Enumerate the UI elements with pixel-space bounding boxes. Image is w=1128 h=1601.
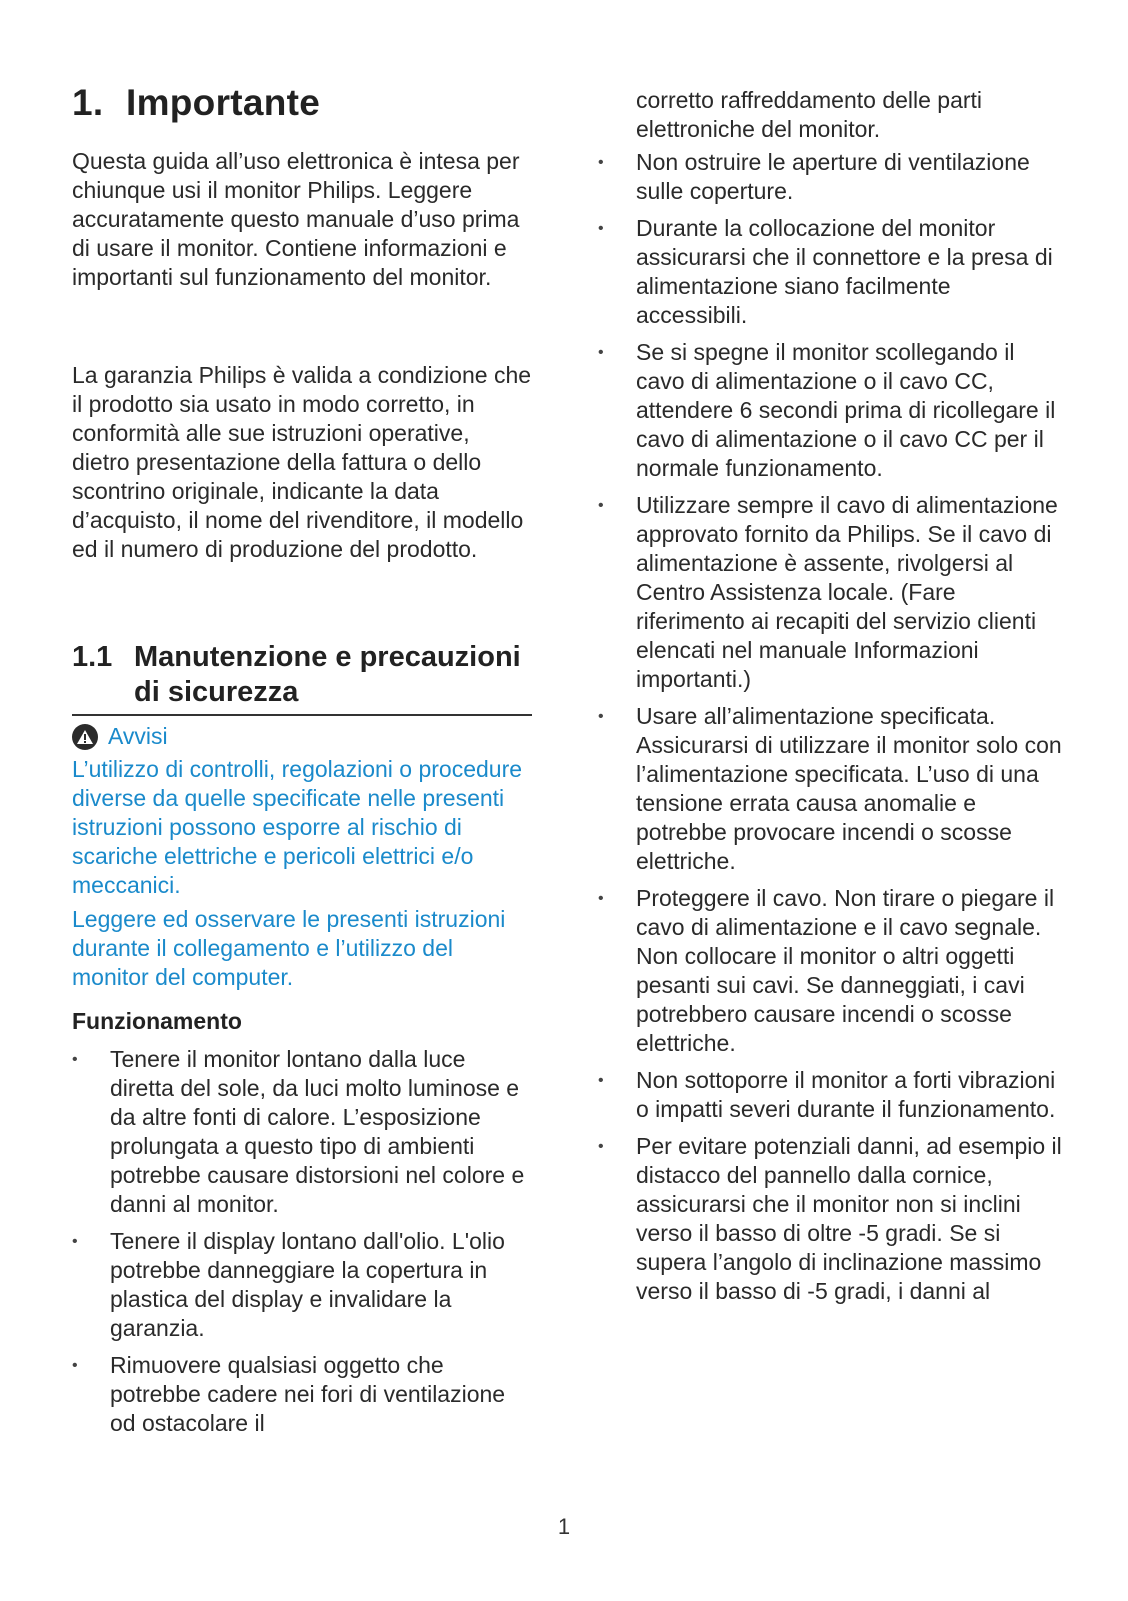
list-item: • Proteggere il cavo. Non tirare o piegare il cavo di alimentazione e il cavo segnale. Non collocare il monitor o altri oggetti pesanti sui cavi. Se danneggiati, i cavi potrebbero causare incendi o scosse elettriche. bbox=[598, 884, 1066, 1058]
chapter-heading bbox=[72, 82, 320, 124]
subsection-title: Funzionamento bbox=[72, 1008, 242, 1034]
list-item: • Non sottoporre il monitor a forti vibrazioni o impatti severi durante il funzionamento. bbox=[598, 1066, 1066, 1124]
continued-text: corretto raffreddamento delle parti elettroniche del monitor. bbox=[636, 87, 983, 142]
warning-icon bbox=[72, 724, 98, 750]
chapter-title: Importante bbox=[126, 82, 321, 123]
list-item: • Non ostruire le aperture di ventilazione sulle coperture. bbox=[598, 148, 1066, 206]
list-item: • Rimuovere qualsiasi oggetto che potrebbe cadere nei fori di ventilazione od ostacolare il bbox=[72, 1351, 532, 1438]
bullet-list-left bbox=[72, 1045, 532, 1446]
list-item: • Se si spegne il monitor scollegando il cavo di alimentazione o il cavo CC, attendere 6 secondi prima di ricollegare il cavo di alimentazione o il cavo CC per il normale funzionamento. bbox=[598, 338, 1066, 483]
list-item: • Tenere il monitor lontano dalla luce diretta del sole, da luci molto luminose e da altre fonti di calore. L’esposizione prolungata a questo tipo di ambienti potrebbe causare distorsioni nel colore e danni al monitor. bbox=[72, 1045, 532, 1219]
section-number: 1.1 bbox=[72, 641, 113, 673]
list-item: • Tenere il display lontano dall'olio. L'olio potrebbe danneggiare la copertura in plastica del display e invalidare la garanzia. bbox=[72, 1227, 532, 1343]
list-item: • Per evitare potenziali danni, ad esempio il distacco del pannello dalla cornice, assicurarsi che il monitor non si inclini verso il basso di oltre -5 gradi. Se si supera l’angolo di inclinazione massimo verso il basso di -5 gradi, i danni al bbox=[598, 1132, 1066, 1306]
warning-header bbox=[72, 723, 168, 750]
chapter-number: 1. bbox=[72, 82, 104, 123]
page-number: 1 bbox=[557, 1514, 571, 1539]
bullet-list-right bbox=[598, 148, 1066, 1314]
list-item: • Usare all’alimentazione specificata. Assicurarsi di utilizzare il monitor solo con l’alimentazione specificata. L’uso di una tensione errata causa anomalie e potrebbe provocare incendi o scosse elettriche. bbox=[598, 702, 1066, 876]
warning-title: Avvisi bbox=[108, 723, 168, 749]
list-item: • Durante la collocazione del monitor assicurarsi che il connettore e la presa di alimentazione siano facilmente accessibili. bbox=[598, 214, 1066, 330]
list-item: • Utilizzare sempre il cavo di alimentazione approvato fornito da Philips. Se il cavo di alimentazione è assente, rivolgersi al Centro Assistenza locale. (Fare riferimento ai recapiti del servizio clienti elencati nel manuale Informazioni importanti.) bbox=[598, 491, 1066, 694]
warning-paragraph-2: Leggere ed osservare le presenti istruzioni durante il collegamento e l’utilizzo del monitor del computer. bbox=[72, 906, 506, 990]
intro-paragraph-1: Questa guida all’uso elettronica è intesa per chiunque usi il monitor Philips. Leggere accuratamente questo manuale d’uso prima di usare il monitor. Contiene informazioni e importanti sul funzionamento del monitor. bbox=[72, 148, 520, 290]
warning-paragraph-1: L’utilizzo di controlli, regolazioni o procedure diverse da quelle specificate nelle presenti istruzioni possono esporre al rischio di scariche elettriche e pericoli elettrici e/o meccanici. bbox=[72, 756, 523, 898]
intro-paragraph-2: La garanzia Philips è valida a condizione che il prodotto sia usato in modo corretto, in conformità alle sue istruzioni operative, dietro presentazione della fattura o dello scontrino originale, indicante la data d’acquisto, il nome del rivenditore, il modello ed il numero di produzione del prodotto. bbox=[72, 362, 532, 562]
section-heading bbox=[72, 640, 532, 716]
section-title: Manutenzione e precauzioni di sicurezza bbox=[134, 641, 521, 708]
